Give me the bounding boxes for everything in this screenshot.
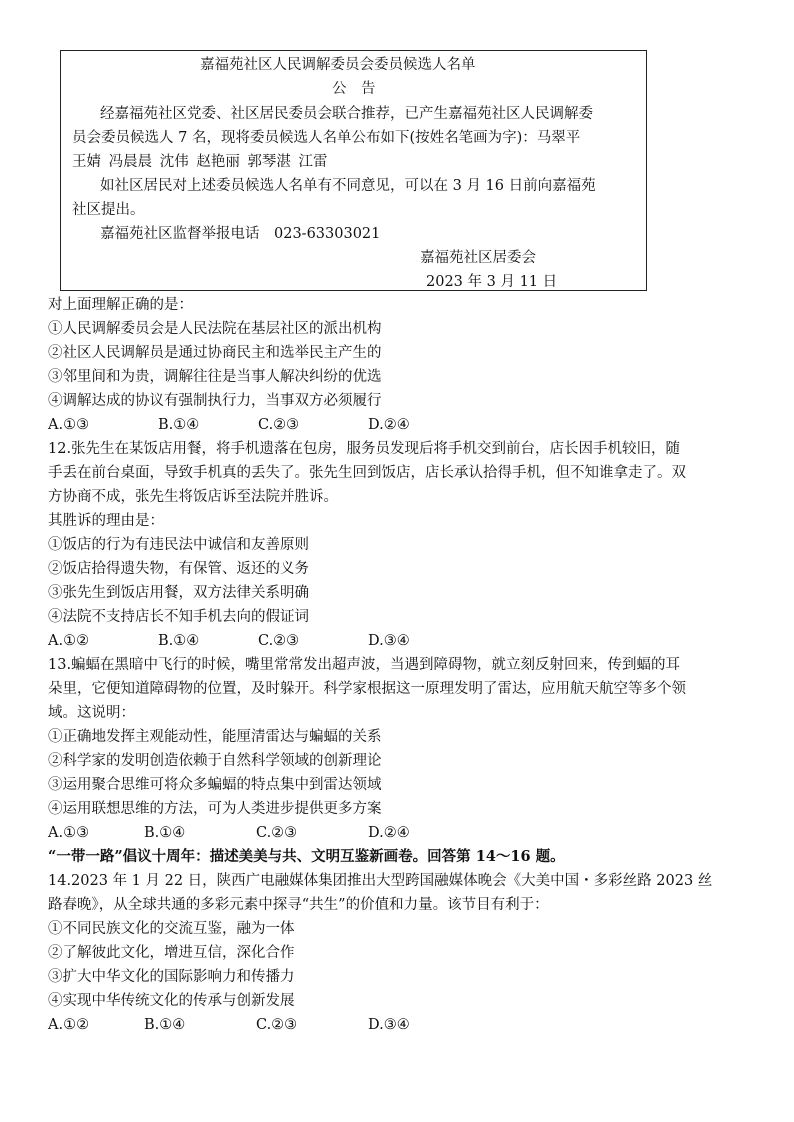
choice-d: D.③④ — [368, 633, 410, 649]
option-item: ②科学家的发明创造依赖于自然科学领域的创新理论 — [48, 753, 382, 769]
question-text: 14.2023 年 1 月 22 日，陕西广电融媒体集团推出大型跨国融媒体晚会《大美中国・多彩丝路 2023 丝 — [48, 873, 713, 889]
notice-paragraph-line: 如社区居民对上述委员候选人名单有不同意见，可以在 3 月 16 日前向嘉福苑 — [100, 178, 596, 194]
choice-b: B.①④ — [144, 1017, 186, 1033]
choice-a: A.①③ — [48, 417, 90, 433]
notice-paragraph-line: 经嘉福苑社区党委、社区居民委员会联合推荐，已产生嘉福苑社区人民调解委 — [100, 106, 593, 122]
question-text: 朵里，它便知道障碍物的位置，及时躲开。科学家根据这一原理发明了雷达，应用航天航空等多个领 — [48, 681, 686, 697]
option-item: ①饭店的行为有违民法中诚信和友善原则 — [48, 537, 309, 553]
choice-d: D.②④ — [368, 417, 410, 433]
question-text: 12.张先生在某饭店用餐，将手机遗落在包房，服务员发现后将手机交到前台，店长因手机较旧，随 — [48, 441, 681, 457]
choice-a: A.①③ — [48, 825, 90, 841]
option-item: ①人民调解委员会是人民法院在基层社区的派出机构 — [48, 321, 382, 337]
notice-paragraph-line: 员会委员候选人 7 名，现将委员候选人名单公布如下(按姓名笔画为字)：马翠平 — [72, 130, 581, 146]
choice-b: B.①④ — [158, 633, 200, 649]
question-text: 手丢在前台桌面，导致手机真的丢失了。张先生回到饭店，店长承认拾得手机，但不知谁拿走了。双 — [48, 465, 686, 481]
option-item: ③邻里间和为贵，调解往往是当事人解决纠纷的优选 — [48, 369, 382, 385]
option-item: ③运用聚合思维可将众多蝙蝠的特点集中到雷达领域 — [48, 777, 382, 793]
choice-b: B.①④ — [144, 825, 186, 841]
notice-date: 2023 年 3 月 11 日 — [426, 274, 558, 290]
question-text: 方协商不成，张先生将饭店诉至法院并胜诉。 — [48, 489, 338, 505]
section-header: “一带一路”倡议十周年：描述美美与共、文明互鉴新画卷。回答第 14～16 题。 — [48, 848, 565, 865]
notice-subtitle: 公 告 — [332, 81, 376, 97]
question-stem: 对上面理解正确的是： — [48, 297, 193, 313]
choice-a: A.①② — [48, 1017, 90, 1033]
choice-c: C.②③ — [258, 633, 300, 649]
notice-paragraph-line: 社区提出。 — [72, 202, 145, 218]
choice-d: D.③④ — [368, 1017, 410, 1033]
option-item: ②了解彼此文化，增进互信，深化合作 — [48, 945, 295, 961]
question-text: 路春晚》，从全球共通的多彩元素中探寻“共生”的价值和力量。该节目有利于： — [48, 897, 549, 913]
question-text: 13.蝙蝠在黑暗中飞行的时候，嘴里常常发出超声波，当遇到障碍物，就立刻反射回来，传到蝠的耳 — [48, 657, 681, 673]
option-item: ④实现中华传统文化的传承与创新发展 — [48, 993, 295, 1009]
option-item: ③扩大中华文化的国际影响力和传播力 — [48, 969, 295, 985]
notice-phone: 嘉福苑社区监督举报电话 023-63303021 — [100, 226, 381, 242]
choice-b: B.①④ — [158, 417, 200, 433]
option-item: ④法院不支持店长不知手机去向的假证词 — [48, 609, 309, 625]
option-item: ①不同民族文化的交流互鉴，融为一体 — [48, 921, 295, 937]
choice-a: A.①② — [48, 633, 90, 649]
option-item: ④调解达成的协议有强制执行力，当事双方必须履行 — [48, 393, 382, 409]
option-item: ②社区人民调解员是通过协商民主和选举民主产生的 — [48, 345, 382, 361]
option-item: ④运用联想思维的方法，可为人类进步提供更多方案 — [48, 801, 382, 817]
question-text: 域。这说明： — [48, 705, 135, 721]
question-stem: 其胜诉的理由是： — [48, 513, 164, 529]
notice-signature: 嘉福苑社区居委会 — [420, 250, 536, 266]
notice-candidate-names: 王婧 冯晨晨 沈伟 赵艳丽 郭琴湛 江雷 — [72, 154, 328, 170]
choice-c: C.②③ — [256, 1017, 298, 1033]
option-item: ①正确地发挥主观能动性，能厘清雷达与蝙蝠的关系 — [48, 729, 382, 745]
choice-c: C.②③ — [258, 417, 300, 433]
choice-c: C.②③ — [256, 825, 298, 841]
notice-title: 嘉福苑社区人民调解委员会委员候选人名单 — [200, 57, 476, 73]
option-item: ②饭店拾得遗失物，有保管、返还的义务 — [48, 561, 309, 577]
choice-d: D.②④ — [368, 825, 410, 841]
option-item: ③张先生到饭店用餐，双方法律关系明确 — [48, 585, 309, 601]
